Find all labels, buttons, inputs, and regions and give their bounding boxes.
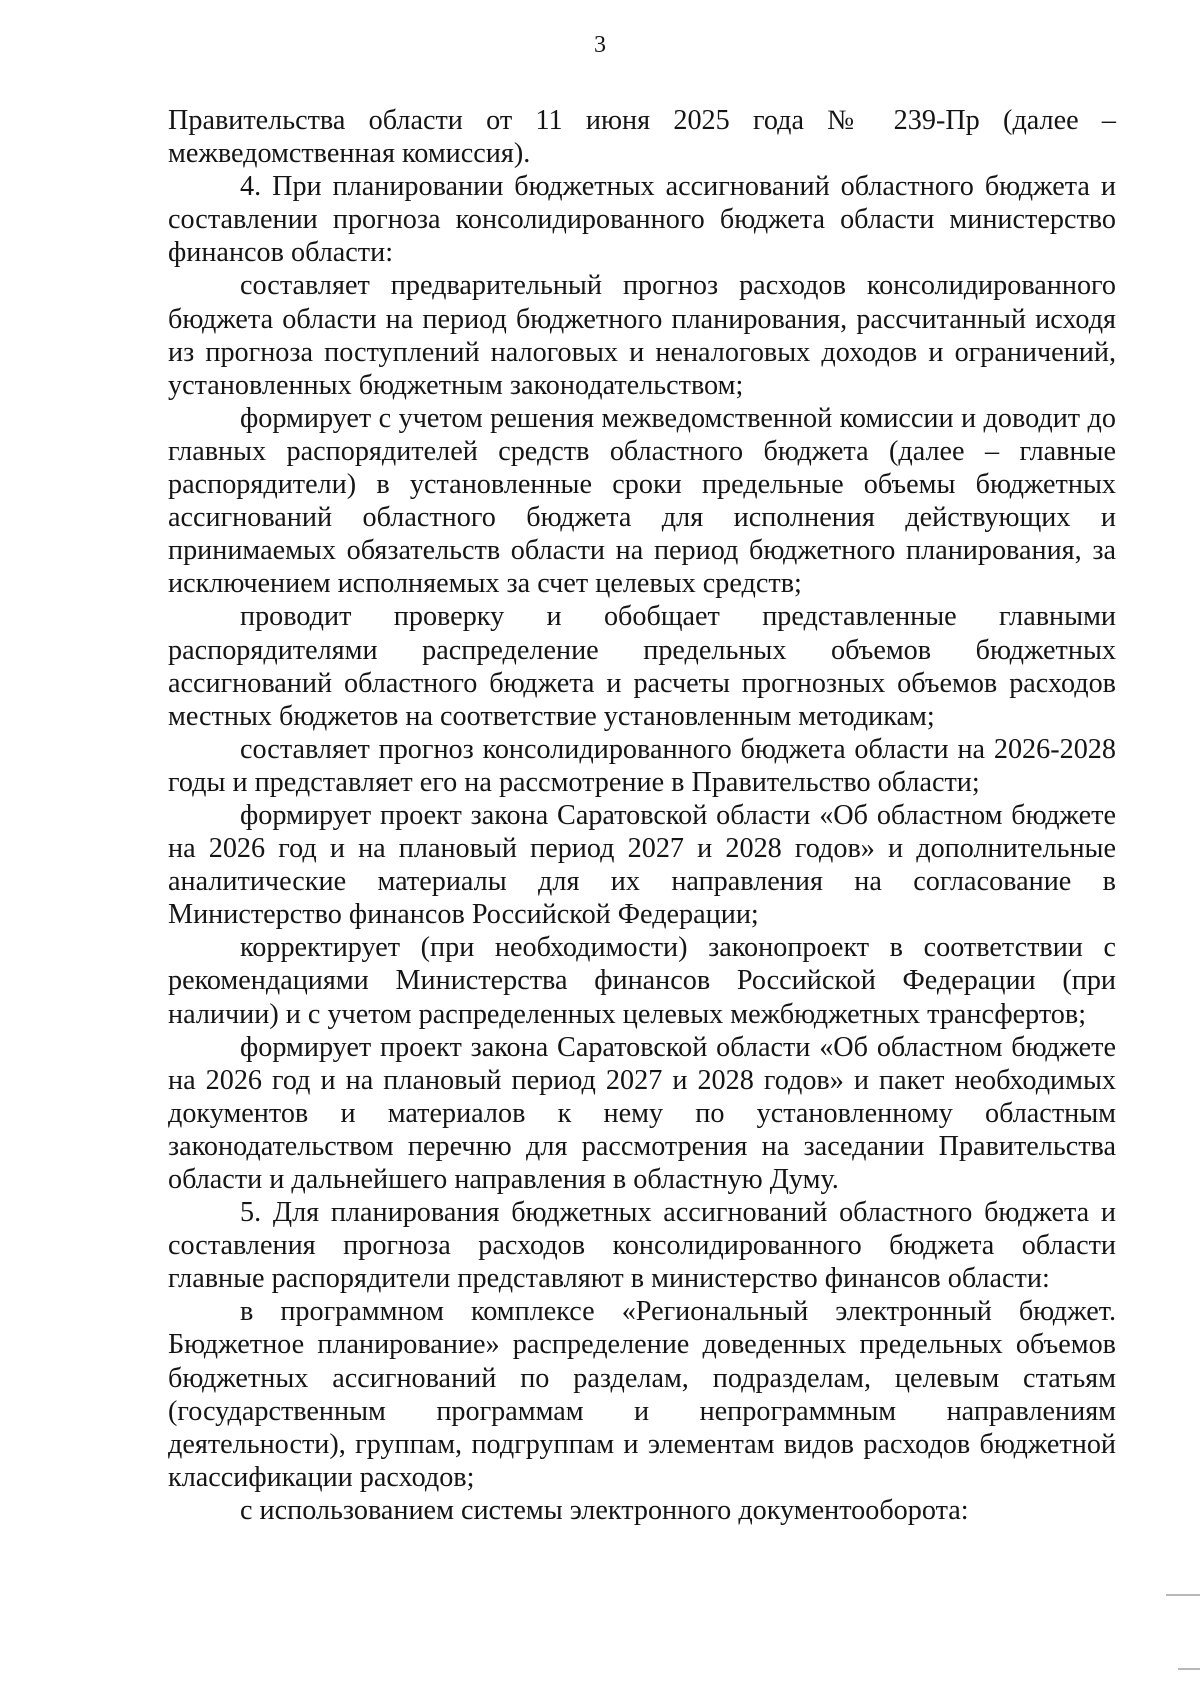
scan-edge-mark [1166, 1594, 1200, 1596]
paragraph-draft-law-government: формирует проект закона Саратовской области «Об областном бюджете на 2026 год и на плановый период 2027 и 2028 годов» и пакет необходимых документов и материалов к нему по установленному областным законодательством перечню для рассмотрения на заседании Правительства области и дальнейшего направления в областную Думу. [168, 1031, 1116, 1195]
paragraph-continuation: Правительства области от 11 июня 2025 года № 239-Пр (далее – межведомственная комиссия). [168, 105, 1116, 170]
paragraph-electronic-budget: в программном комплексе «Региональный электронный бюджет. Бюджетное планирование» распределение доведенных предельных объемов бюджетных ассигнований по разделам, подразделам, целевым статьям (государственным программам и непрограммным направлениям деятельности), группам, подгруппам и элементам видов расходов бюджетной классификации расходов; [168, 1296, 1116, 1493]
paragraph-verification: проводит проверку и обобщает представленные главными распорядителями распределение предельных объемов бюджетных ассигнований областного бюджета и расчеты прогнозных объемов расходов местных бюджетов на соответствие установленным методикам; [168, 601, 1116, 732]
paragraph-edo-system: с использованием системы электронного документооборота: [240, 1494, 969, 1526]
paragraph-item-4: 4. При планировании бюджетных ассигнований областного бюджета и составлении прогноза консолидированного бюджета области министерство финансов области: [168, 171, 1116, 269]
paragraph-preliminary-forecast: составляет предварительный прогноз расходов консолидированного бюджета области на период бюджетного планирования, рассчитанный исходя из прогноза поступлений налоговых и неналоговых доходов и ограничений, установленных бюджетным законодательством; [168, 270, 1116, 401]
paragraph-consolidated-forecast: составляет прогноз консолидированного бюджета области на 2026-2028 годы и представляет его на рассмотрение в Правительство области; [168, 733, 1116, 798]
scan-edge-mark [1178, 1668, 1200, 1670]
document-body [168, 104, 1116, 1527]
paragraph-item-5: 5. Для планирования бюджетных ассигнований областного бюджета и составления прогноза расходов консолидированного бюджета области главные распорядители представляют в министерство финансов области: [168, 1197, 1116, 1295]
paragraph-draft-law-ministry: формирует проект закона Саратовской области «Об областном бюджете на 2026 год и на плановый период 2027 и 2028 годов» и дополнительные аналитические материалы для их направления на согласование в Министерство финансов Российской Федерации; [168, 799, 1116, 931]
paragraph-corrections: корректирует (при необходимости) законопроект в соответствии с рекомендациями Министерства финансов Российской Федерации (при наличии) и с учетом распределенных целевых межбюджетных трансфертов; [168, 932, 1116, 1030]
page-number: 3 [594, 32, 606, 58]
paragraph-limit-volumes: формирует с учетом решения межведомственной комиссии и доводит до главных распорядителей средств областного бюджета (далее – главные распорядители) в установленные сроки предельные объемы бюджетных ассигнований областного бюджета для исполнения действующих и принимаемых обязательств области на период бюджетного планирования, за исключением исполняемых за счет целевых средств; [168, 402, 1116, 600]
